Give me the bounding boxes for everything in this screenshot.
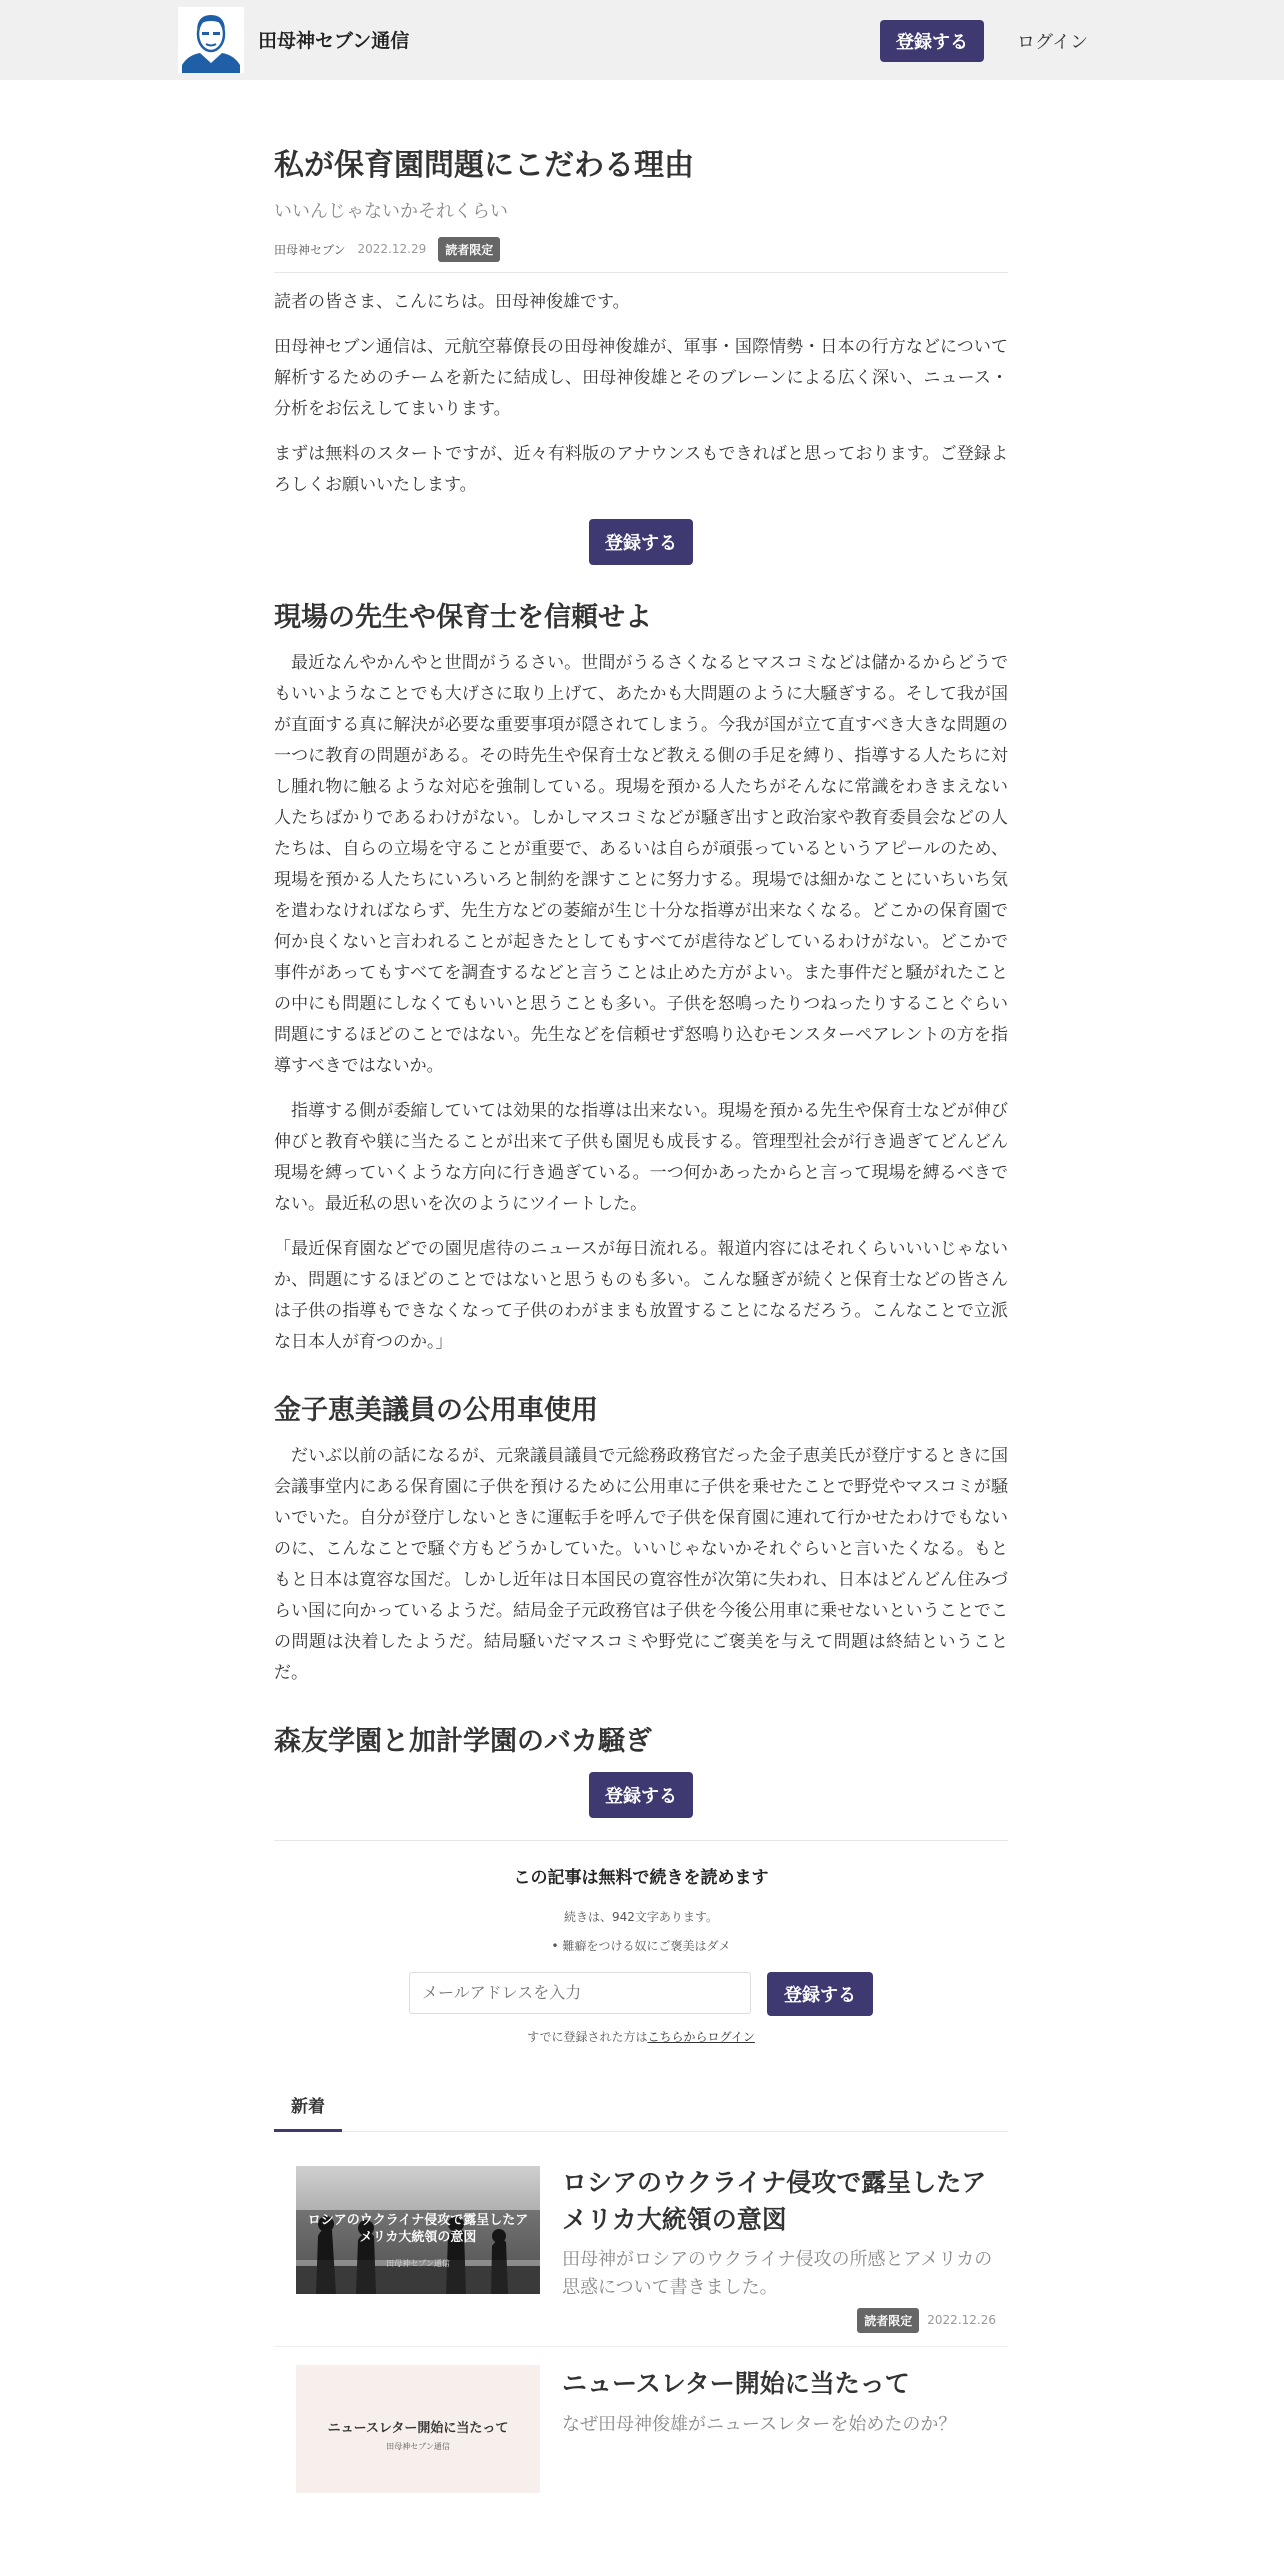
soldiers-silhouette-image xyxy=(296,2166,540,2294)
next-heading-bullet: • 難癖をつける奴にご褒美はダメ xyxy=(551,1938,731,1953)
post-thumbnail[interactable] xyxy=(296,2166,540,2294)
next-heading-text: 難癖をつける奴にご褒美はダメ xyxy=(562,1938,731,1953)
post-description: 田母神がロシアのウクライナ侵攻の所感とアメリカの思惑について書きました。 xyxy=(562,2248,993,2298)
login-link[interactable]: こちらからログイン xyxy=(647,2029,755,2044)
cta-title: この記事は無料で続きを読めます xyxy=(513,1867,769,1888)
section-heading: 金子恵美議員の公用車使用 xyxy=(274,1394,598,1426)
readers-only-badge: 読者限定 xyxy=(438,237,500,262)
post-thumbnail[interactable] xyxy=(296,2365,540,2493)
paywall-register-button[interactable]: 登録する xyxy=(589,1772,693,1818)
top-bar xyxy=(0,0,1284,80)
post-description: なぜ田母神俊雄がニュースレターを始めたのか？ xyxy=(562,2413,957,2435)
email-input[interactable] xyxy=(409,1972,751,2014)
article-meta xyxy=(274,237,1008,262)
quote-paragraph: 「最近保育園などでの園児虐待のニュースが毎日流れる。報道内容にはそれくらいいいじゃないか、問題にするほどのことではないと思うものも多い。こんな騒ぎが続くと保育士などの皆さんは子供の指導もできなくなって子供のわがままも放置することになるだろう。こんなことで立派な日本人が育つのか。」 xyxy=(274,1238,1008,1352)
thumbnail-caption: ニュースレター開始に当たって xyxy=(327,2420,509,2436)
header-register-button[interactable]: 登録する xyxy=(880,20,984,62)
article xyxy=(274,140,1008,2561)
list-item[interactable] xyxy=(274,2347,1008,2561)
intro-paragraph: 読者の皆さま、こんにちは。田母神俊雄です。 xyxy=(274,291,630,312)
post-tabs xyxy=(274,2089,1008,2132)
thumbnail-subcaption: 田母神セブン通信 xyxy=(386,2258,450,2268)
subscribe-form xyxy=(274,1972,1008,2016)
body-paragraph: 指導する側が委縮していては効果的な指導は出来ない。現場を預かる先生や保育士などが伸び伸びと教育や躾に当たることが出来て子供も園児も成長する。管理型社会が行き過ぎてどんどん現場を縛っていくような方向に行き過ぎている。一つ何かあったからと言って現場を縛るべきでない。最近私の思いを次のようにツイートした。 xyxy=(274,1100,1008,1214)
remaining-characters: 続きは、942文字あります。 xyxy=(564,1909,718,1924)
subscribe-cta xyxy=(274,1863,1008,2045)
list-item[interactable] xyxy=(274,2132,1008,2347)
post-meta xyxy=(857,2308,996,2333)
section-heading: 現場の先生や保育士を信頼せよ xyxy=(274,601,652,633)
divider xyxy=(274,272,1008,273)
body-paragraph: 最近なんやかんやと世間がうるさい。世間がうるさくなるとマスコミなどは儲かるからどうでもいいようなことでも大げさに取り上げて、あたかも大問題のように大騒ぎする。そして我が国が直面する真に解決が必要な重要事項が隠されてしまう。今我が国が立て直すべき大きな問題の一つに教育の問題がある。その時先生や保育士など教える側の手足を縛り、指導する人たちに対し腫れ物に触るような対応を強制している。現場を預かる人たちがそんなに常識をわきまえない人たちばかりであるわけがない。しかしマスコミなどが騒ぎ出すと政治家や教育委員会などの人たちは、自らの立場を守ることが重要で、あるいは自らが頑張っているというアピールのため、現場を預かる人たちにいろいろと制約を課すことに努力する。現場では細かなことにいちいち気を遣わなければならず、先生方などの萎縮が生じ十分な指導が出来なくなる。どこかの保育園で何か良くないと言われることが起きたとしてもすべてが虐待などしているわけがない。どこかで事件があってもすべてを調査するなどと言うことは止めた方がよい。また事件だと騒がれたことの中にも問題にしなくてもいいと思うことも多い。子供を怒鳴ったりつねったりすることぐらい問題にするほどのことではない。先生などを信頼せず怒鳴り込むモンスターペアレントの方を指導すべきではないか。 xyxy=(274,652,1008,1076)
article-register-button[interactable]: 登録する xyxy=(589,519,693,565)
intro-paragraph: 田母神セブン通信は、元航空幕僚長の田母神俊雄が、軍事・国際情勢・日本の行方などについて解析するためのチームを新たに結成し、田母神俊雄とそのブレーンによる広く深い、ニュース・分析をお伝えしてまいります。 xyxy=(274,336,1008,419)
divider xyxy=(274,1840,1008,1841)
article-title: 私が保育園問題にこだわる理由 xyxy=(274,148,694,183)
site-logo[interactable] xyxy=(178,7,244,73)
article-subtitle: いいんじゃないかそれくらい xyxy=(274,200,508,222)
header-login-link[interactable]: ログイン xyxy=(1017,32,1089,53)
post-title[interactable]: ロシアのウクライナ侵攻で露呈したアメリカ大統領の意図 xyxy=(562,2167,987,2234)
cta-register-button[interactable]: 登録する xyxy=(767,1972,873,2016)
portrait-logo-icon xyxy=(178,7,244,73)
body-paragraph: だいぶ以前の話になるが、元衆議員議員で元総務政務官だった金子恵美氏が登庁するときに国会議事堂内にある保育園に子供を預けるために公用車に子供を乗せたことで野党やマスコミが騒いでいた。自分が登庁しないときに運転手を呼んで子供を保育園に連れて行かせたわけでもないのに、こんなことで騒ぐ方もどうかしていた。いいじゃないかそれぐらいと言いたくなる。もともと日本は寛容な国だ。しかし近年は日本国民の寛容性が次第に失われ、日本はどんどん住みづらい国に向かっているようだ。結局金子元政務官は子供を今後公用車に乗せないということでこの問題は決着したようだ。結局騒いだマスコミや野党にご褒美を与えて問題は終結ということだ。 xyxy=(274,1445,1008,1683)
login-hint xyxy=(274,2028,1008,2045)
site-name[interactable]: 田母神セブン通信 xyxy=(258,30,410,52)
article-date: 2022.12.29 xyxy=(357,242,427,256)
thumbnail-subcaption: 田母神セブン通信 xyxy=(386,2441,450,2451)
section-heading: 森友学園と加計学園のバカ騒ぎ xyxy=(274,1725,652,1757)
thumbnail-caption: ロシアのウクライナ侵攻で露呈したアメリカ大統領の意図 xyxy=(307,2212,529,2245)
post-title[interactable]: ニュースレター開始に当たって xyxy=(562,2368,910,2398)
post-date: 2022.12.26 xyxy=(927,2313,996,2327)
intro-paragraph: まずは無料のスタートですが、近々有料版のアナウンスもできればと思っております。ご登録よろしくお願いいたします。 xyxy=(274,443,1008,495)
article-author[interactable]: 田母神セブン xyxy=(274,242,346,257)
tab-new[interactable]: 新着 xyxy=(274,2089,342,2132)
readers-only-badge: 読者限定 xyxy=(857,2308,919,2333)
login-hint-text: すでに登録された方は xyxy=(527,2029,648,2044)
